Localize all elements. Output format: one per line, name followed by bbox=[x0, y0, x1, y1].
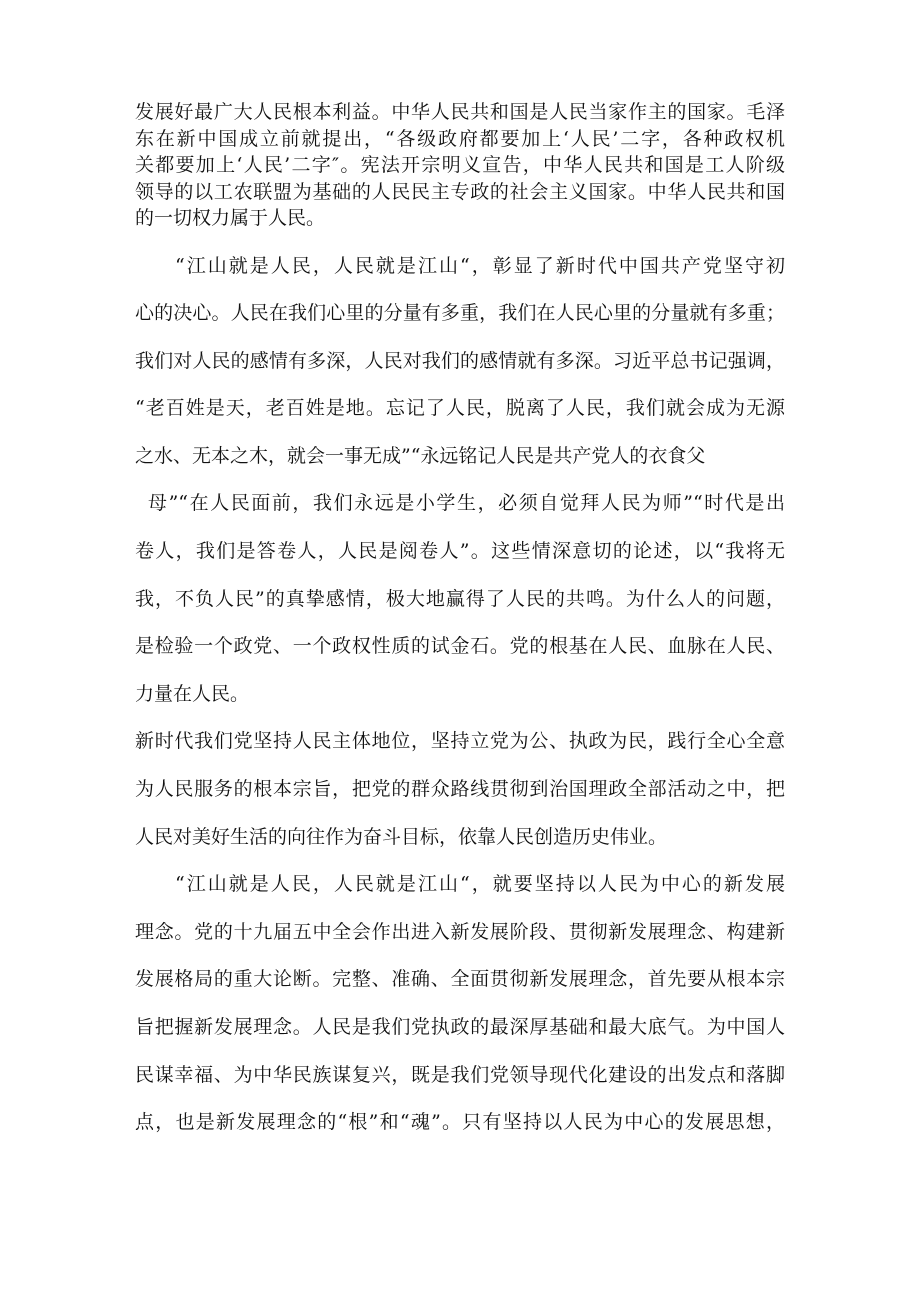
text-line: 之水、无本之木，就会一事无成”“永远铭记人民是共产党人的衣食父 bbox=[135, 444, 706, 467]
text-line: 心的决心。人民在我们心里的分量有多重，我们在人民心里的分量就有多重； bbox=[135, 302, 785, 325]
text-line: 我，不负人民”的真挚感情，极大地赢得了人民的共鸣。为什么人的问题， bbox=[135, 587, 785, 610]
document-body bbox=[135, 99, 785, 1147]
text-line: “老百姓是天，老百姓是地。忘记了人民，脱离了人民，我们就会成为无源 bbox=[135, 397, 785, 420]
text-line: 我们对人民的感情有多深，人民对我们的感情就有多深。习近平总书记强调， bbox=[135, 349, 785, 372]
text-line: 为人民服务的根本宗旨，把党的群众路线贯彻到治国理政全部活动之中，把 bbox=[135, 778, 785, 801]
text-line: 发展格局的重大论断。完整、准确、全面贯彻新发展理念，首先要从根本宗 bbox=[135, 968, 785, 991]
paragraph-2 bbox=[135, 243, 785, 719]
text-line: 发展好最广大人民根本利益。中华人民共和国是人民当家作主的国家。毛泽 bbox=[135, 101, 785, 123]
paragraph-3 bbox=[135, 718, 785, 861]
text-line: 领导的以工农联盟为基础的人民民主专政的社会主义国家。中华人民共和国 bbox=[135, 180, 785, 203]
text-line: “江山就是人民，人民就是江山“，就要坚持以人民为中心的新发展 bbox=[175, 873, 785, 896]
text-line: 东在新中国成立前就提出，“各级政府都要加上‘人民’二字，各种政权机 bbox=[135, 127, 785, 150]
text-line: 的一切权力属于人民。 bbox=[135, 207, 326, 229]
text-line: 关都要加上‘人民’二字″。宪法开宗明义宣告，中华人民共和国是工人阶级 bbox=[135, 154, 785, 176]
paragraph-4 bbox=[135, 861, 785, 1147]
text-line: 是检验一个政党、一个政权性质的试金石。党的根基在人民、血脉在人民、 bbox=[135, 635, 785, 658]
text-line: 民谋幸福、为中华民族谋复兴，既是我们党领导现代化建设的出发点和落脚 bbox=[135, 1063, 785, 1086]
text-line: 母”“在人民面前，我们永远是小学生，必须自觉拜人民为师”“时代是出 bbox=[148, 492, 785, 515]
text-line: 力量在人民。 bbox=[135, 682, 250, 705]
text-line: 理念。党的十九届五中全会作出进入新发展阶段、贯彻新发展理念、构建新 bbox=[135, 920, 785, 943]
text-line: 人民对美好生活的向往作为奋斗目标，依靠人民创造历史伟业。 bbox=[135, 825, 668, 848]
text-line: “江山就是人民，人民就是江山“，彰显了新时代中国共产党坚守初 bbox=[175, 254, 785, 277]
paragraph-1 bbox=[135, 99, 785, 232]
text-line: 新时代我们党坚持人民主体地位，坚持立党为公、执政为民，践行全心全意 bbox=[135, 730, 785, 753]
text-line: 旨把握新发展理念。人民是我们党执政的最深厚基础和最大底气。为中国人 bbox=[135, 1016, 785, 1038]
text-line: 卷人，我们是答卷人，人民是阅卷人”。这些情深意切的论述，以“我将无 bbox=[135, 540, 785, 563]
text-line: 点，也是新发展理念的“根”和“魂”。只有坚持以人民为中心的发展思想， bbox=[135, 1111, 785, 1134]
